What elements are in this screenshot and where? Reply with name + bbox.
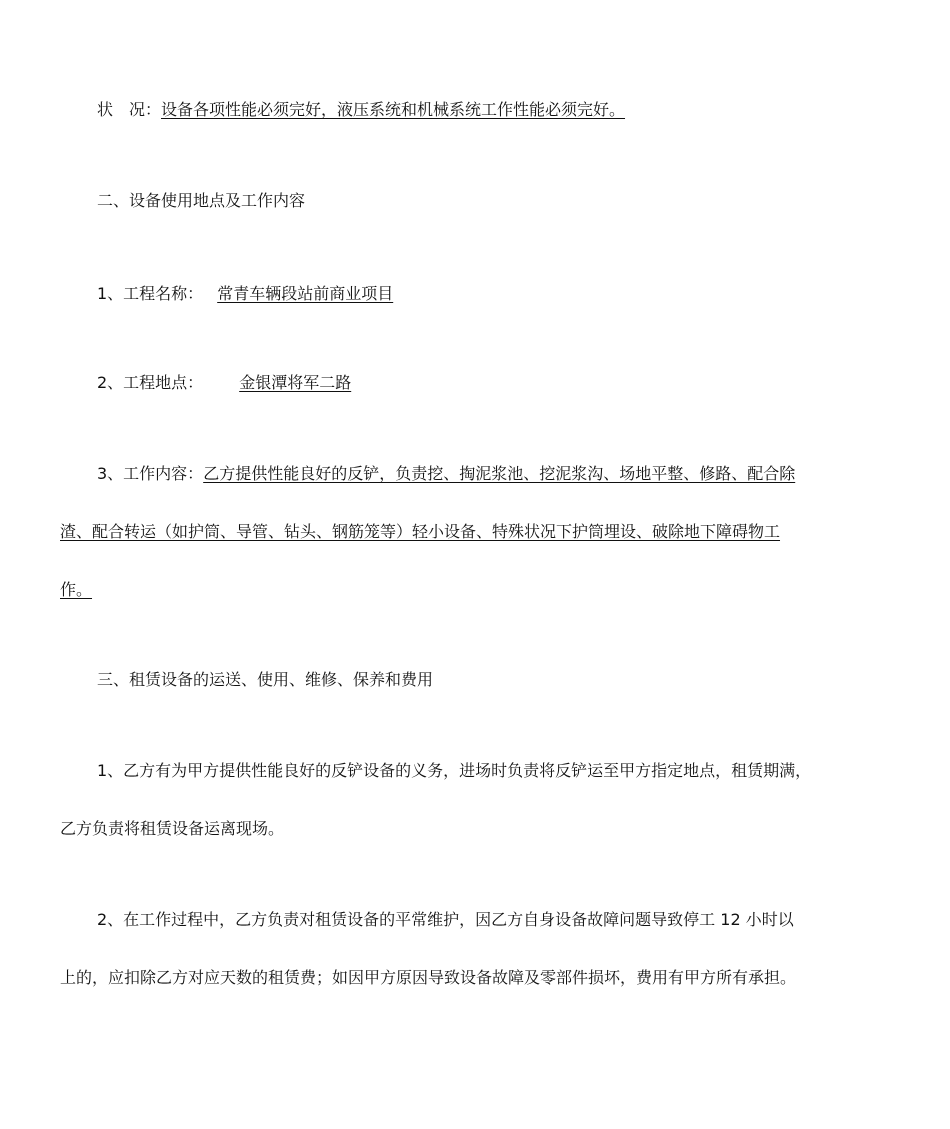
status-paragraph: [97, 99, 635, 121]
work-content-label: 3、工作内容：: [97, 464, 204, 483]
project-location-label: 2、工程地点：: [97, 373, 204, 392]
project-name-paragraph: [97, 283, 423, 305]
work-content-line-2: [60, 521, 780, 543]
work-content-line-1: [97, 463, 795, 485]
project-name-value: 常青车辆段站前商业项目: [217, 284, 394, 303]
status-value: 设备各项性能必须完好，液压系统和机械系统工作性能必须完好。: [161, 100, 626, 119]
work-content-line-3: [60, 579, 98, 601]
project-location-paragraph: [97, 372, 403, 394]
work-content-text: 乙方提供性能良好的反铲，负责挖、掏泥浆池、挖泥浆沟、场地平整、修路、配合除: [203, 464, 796, 483]
item-2-line-2: 上的，应扣除乙方对应天数的租赁费；如因甲方原因导致设备故障及零部件损坏，费用有甲方所有承担。: [60, 968, 797, 987]
project-location-value: 金银潭将军二路: [239, 373, 352, 392]
section-2-heading: 二、设备使用地点及工作内容: [97, 191, 306, 210]
work-content-text: 渣、配合转运（如护筒、导管、钻头、钢筋笼等）轻小设备、特殊状况下护筒埋设、破除地下障碍物工: [60, 522, 781, 541]
section-3-heading: 三、租赁设备的运送、使用、维修、保养和费用: [97, 670, 434, 689]
item-2-line-1: 2、在工作过程中，乙方负责对租赁设备的平常维护，因乙方自身设备故障问题导致停工 12 小时以: [97, 910, 794, 929]
item-1-line-1: 1、乙方有为甲方提供性能良好的反铲设备的义务，进场时负责将反铲运至甲方指定地点，租赁期满，: [97, 761, 812, 780]
item-1-line-2: 乙方负责将租赁设备运离现场。: [60, 819, 285, 838]
project-name-label: 1、工程名称：: [97, 284, 204, 303]
work-content-text: 作。: [60, 580, 93, 599]
status-label: 状 况：: [97, 100, 162, 119]
